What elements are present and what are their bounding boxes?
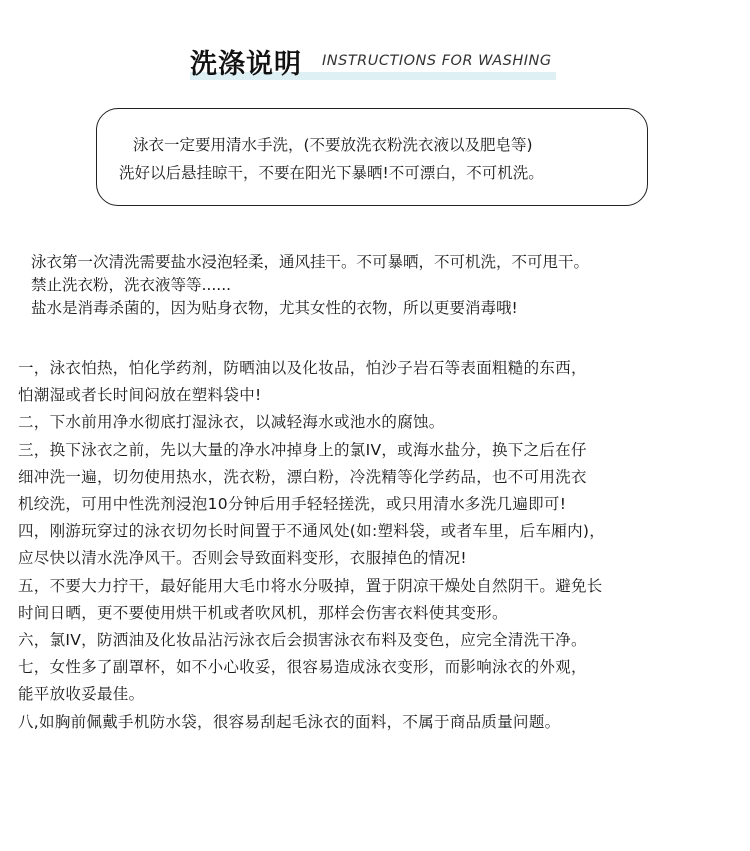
- intro-paragraph: [31, 251, 731, 320]
- rule-line: 八,如胸前佩戴手机防水袋，很容易刮起毛泳衣的面料，不属于商品质量问题。: [18, 712, 561, 731]
- rule-line: 三，换下泳衣之前，先以大量的净水冲掉身上的氯IV，或海水盐分，换下之后在仔: [18, 440, 587, 459]
- rule-line: 七，女性多了副罩杯，如不小心收妥，很容易造成泳衣变形，而影响泳衣的外观，: [18, 658, 587, 677]
- rule-line: 细冲洗一遍，切勿使用热水，洗衣粉，漂白粉，冷洗精等化学药品，也不可用洗衣: [18, 467, 587, 486]
- intro-line: 禁止洗衣粉，洗衣液等等......: [31, 276, 232, 294]
- rule-line: 机绞洗，可用中性洗剂浸泡10分钟后用手轻轻搓洗，或只用清水多洗几遍即可!: [18, 495, 567, 514]
- rule-line: 四，刚游玩穿过的泳衣切勿长时间置于不通风处(如:塑料袋，或者车里，后车厢内)，: [18, 522, 606, 541]
- notice-line: 泳衣一定要用清水手洗，(不要放洗衣粉洗衣液以及肥皂等): [133, 136, 533, 154]
- notice-box: [96, 108, 648, 206]
- washing-rules-list: [18, 355, 738, 736]
- intro-line: 泳衣第一次清洗需要盐水浸泡轻柔，通风挂干。不可暴晒，不可机洗，不可甩干。: [31, 253, 590, 271]
- rule-line: 六，氯IV，防洒油及化妆品沾污泳衣后会损害泳衣布料及变色，应完全清洗干净。: [18, 631, 587, 650]
- notice-line: 洗好以后悬挂晾干，不要在阳光下暴晒!不可漂白，不可机洗。: [119, 164, 544, 182]
- page-header: [0, 38, 750, 88]
- rule-line: 五，不要大力拧干，最好能用大毛巾将水分吸掉，置于阴凉干燥处自然阴干。避免长: [18, 576, 603, 595]
- rule-line: 一，泳衣怕热，怕化学药剂，防晒油以及化妆品，怕沙子岩石等表面粗糙的东西，: [18, 359, 587, 377]
- rule-line: 时间日晒，更不要使用烘干机或者吹风机，那样会伤害衣料使其变形。: [18, 603, 508, 622]
- rule-line: 怕潮湿或者长时间闷放在塑料袋中!: [18, 386, 262, 405]
- intro-line: 盐水是消毒杀菌的，因为贴身衣物，尤其女性的衣物，所以更要消毒哦!: [31, 299, 518, 317]
- rule-line: 应尽快以清水洗净风干。否则会导致面料变形，衣服掉色的情况!: [18, 549, 467, 568]
- rule-line: 二，下水前用净水彻底打湿泳衣，以减轻海水或池水的腐蚀。: [18, 413, 445, 432]
- page-title: 洗涤说明: [190, 49, 302, 80]
- rule-line: 能平放收妥最佳。: [18, 685, 145, 704]
- page-subtitle: INSTRUCTIONS FOR WASHING: [322, 53, 552, 69]
